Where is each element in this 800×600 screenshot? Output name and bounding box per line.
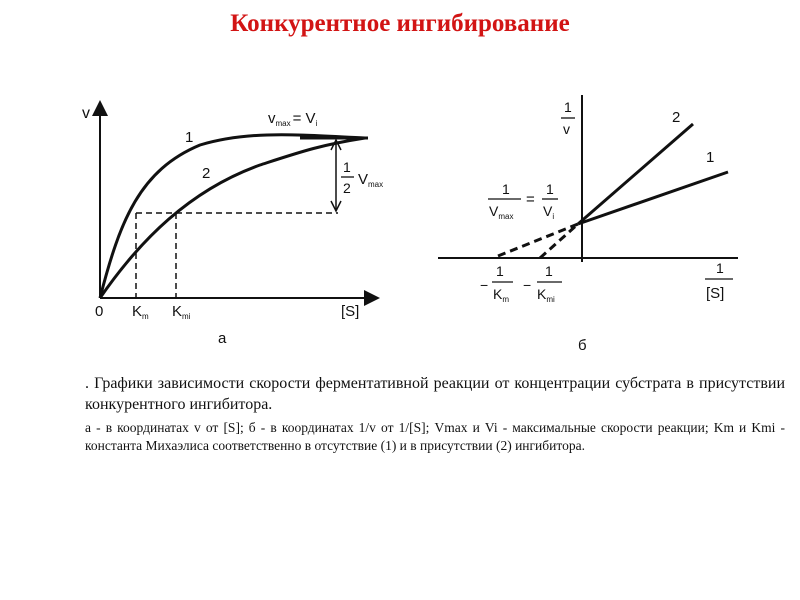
a-curve-1 (100, 135, 365, 298)
caption-main: . Графики зависимости скорости ферментативной реакции от концентрации субстрата в присутствии конкурентного ингибитора. (85, 375, 785, 413)
slide-title: Конкурентное ингибирование (230, 10, 570, 37)
b-line-1-ext (498, 224, 578, 256)
a-kmi-label: $K_{mi}$ (172, 303, 191, 321)
b-y-den: v (563, 121, 570, 137)
b-line-2-label: 2 (672, 109, 681, 126)
b-x-num: 1 (716, 260, 724, 276)
b-x-den: [S] (706, 285, 725, 302)
b-neg2-num: 1 (545, 263, 553, 279)
b-int-left-den: $V_{max}$ (489, 203, 514, 221)
b-line-2 (578, 124, 693, 224)
a-half-vmax: $V_{max}$ (358, 171, 384, 189)
panel-b (438, 95, 738, 354)
b-line-1 (578, 172, 728, 224)
a-x-label: [S] (341, 303, 360, 320)
a-curve-2-label: 2 (202, 165, 211, 182)
a-half-den: 2 (343, 180, 351, 196)
a-curve-1-label: 1 (185, 129, 194, 146)
b-line-2-ext (540, 224, 578, 258)
a-vmax-label: $v_{max} = V_i$ (268, 110, 318, 128)
a-y-label: v (82, 105, 90, 122)
b-neg1-den: $K_m$ (493, 286, 510, 304)
b-y-num: 1 (564, 99, 572, 115)
a-km-label: $K_m$ (132, 303, 149, 321)
b-neg1-num: 1 (496, 263, 504, 279)
caption-detail: а - в координатах v от [S]; б - в координатах 1/v от 1/[S]; Vmax и Vi - максимальные скорости реакции; Km и Kmi - константа Михаэлиса соответственно в отсутствие (1) и в присутствии (2) ингибитора. (85, 420, 785, 453)
b-int-left-num: 1 (502, 181, 510, 197)
b-neg2-den: $K_{mi}$ (537, 286, 555, 304)
a-origin: 0 (95, 303, 104, 320)
b-neg1-sign: − (480, 277, 489, 293)
b-int-right-num: 1 (546, 181, 554, 197)
b-int-right-den: $V_i$ (543, 203, 555, 221)
b-int-eq: = (526, 191, 535, 208)
b-line-1-label: 1 (706, 149, 715, 166)
a-panel-letter: а (218, 330, 227, 347)
b-panel-letter: б (578, 337, 587, 354)
a-curve-2 (100, 138, 365, 298)
a-half-num: 1 (343, 159, 351, 175)
b-neg2-sign: − (523, 277, 532, 293)
panel-a (82, 105, 383, 347)
